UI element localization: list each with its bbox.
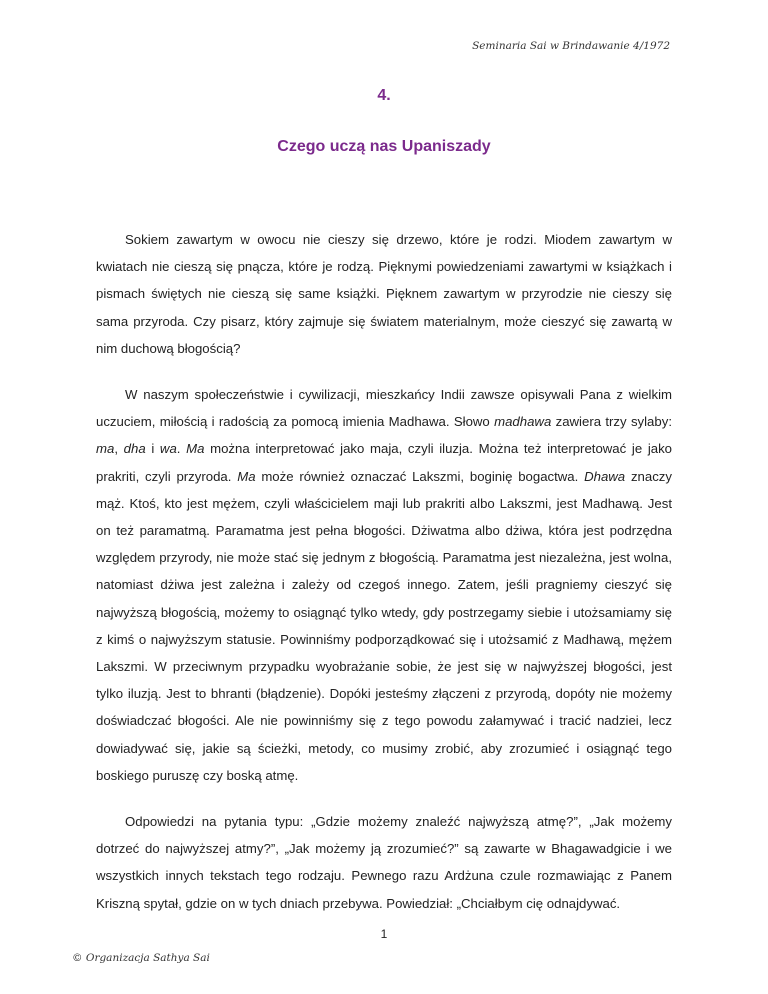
page-number: 1 xyxy=(380,927,388,941)
paragraph-2-text: można interpretować jako maja, czyli iluzja. Można też interpretować je jako prakriti, czyli przyroda. xyxy=(96,441,673,484)
paragraph-1: Sokiem zawartym w owocu nie cieszy się drzewo, które je rodzi. Miodem zawartym w kwiatach nie cieszą się pnącza, które je rodzą. Pięknymi powiedzeniami zawartymi w książkach i pismach świętych nie cieszą się same książki. Pięknem zawartym w przyrodzie nie cieszy się sama przyroda. Czy pisarz, który zajmuje się światem materialnym, może cieszyć się zawartą w nim duchową błogością? xyxy=(96,232,672,356)
paragraph-2-text: , xyxy=(114,441,124,457)
term-dha: dha xyxy=(123,441,146,457)
term-madhawa: madhawa xyxy=(494,414,552,430)
paragraph-2-text: może również oznaczać Lakszmi, boginię bogactwa. xyxy=(255,468,585,484)
term-wa: wa xyxy=(159,441,177,457)
paragraph-3: Odpowiedzi na pytania typu: „Gdzie możemy znaleźć najwyższą atmę?”, „Jak możemy dotrzeć do najwyższej atmy?”, „Jak możemy ją zrozumieć?” są zawarte w Bhagawadgicie i we wszystkich innych tekstach tego rodzaju. Pewnego razu Ardżuna czule rozmawiając z Panem Kriszną spytał, gdzie on w tych dniach przebywa. Powiedział: „Chciałbym cię odnajdywać. xyxy=(96,814,672,911)
paragraph-2 xyxy=(96,381,672,789)
term-ma: ma xyxy=(96,441,115,457)
chapter-title: Czego uczą nas Upaniszady xyxy=(277,138,491,155)
paragraph-2-text: znaczy mąż. Ktoś, kto jest mężem, czyli właścicielem maji lub prakriti albo Lakszmi, jest Madhawą. Jest on też paramatmą. Paramatma jest pełna błogości. Dżiwatma albo dżiwa, która jest podrzędna względem przyrody, nie może stać się jednym z błogością. Paramatma jest niezależna, jest wolna, natomiast dżiwa jest zależna i zależy od czegoś innego. Zatem, jeśli pragniemy cieszyć się najwyższą błogością, możemy to osiągnąć tylko wtedy, gdy postrzegamy siebie i utożsamiamy się z kimś o najwyższym statusie. Powinniśmy podporządkować się i utożsamić z Madhawą, mężem Lakszmi. W przeciwnym przypadku wyobrażanie sobie, że jest się w najwyższej błogości, jest tylko iluzją. Jest to bhranti (błądzenie). Dopóki jesteśmy złączeni z przyrodą, dopóty nie możemy doświadczać błogości. Ale nie powinniśmy się z tego powodu załamywać i tracić nadziei, lecz dowiadywać się, jakie są ścieżki, metody, co musimy zrobić, aby zrozumieć i osiągnąć tego boskiego puruszę czy boską atmę. xyxy=(96,468,672,783)
paragraph-2-text: . xyxy=(176,441,187,457)
footer-copyright: © Organizacja Sathya Sai xyxy=(72,952,210,964)
paragraph-2-text: i xyxy=(145,441,160,457)
term-ma: Ma xyxy=(186,441,205,457)
body-text xyxy=(96,226,672,917)
term-dhawa: Dhawa xyxy=(584,468,626,484)
chapter-number: 4. xyxy=(377,87,391,104)
paragraph-2-text: W naszym społeczeństwie i cywilizacji, mieszkańcy Indii zawsze opisywali Pana z wielkim uczuciem, miłością i radością za pomocą imienia Madhawa. Słowo xyxy=(96,387,672,430)
term-ma: Ma xyxy=(237,468,256,484)
running-header: Seminaria Sai w Brindawanie 4/1972 xyxy=(472,40,670,52)
paragraph-2-text: zawiera trzy sylaby: xyxy=(551,414,672,430)
